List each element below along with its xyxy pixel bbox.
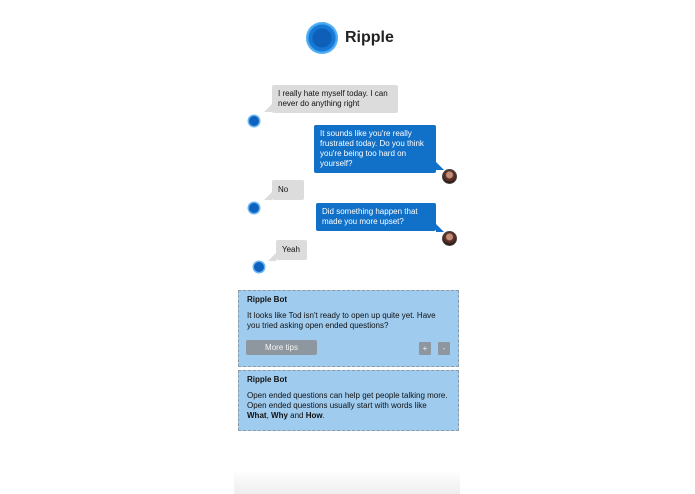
period: .: [322, 411, 325, 420]
user-dot-icon: [249, 203, 259, 213]
bubble-tail: [264, 192, 272, 200]
message-user-2: No: [272, 180, 304, 200]
separator: and: [287, 411, 306, 420]
separator: ,: [266, 411, 272, 420]
message-user-1: I really hate myself today. I can never do anything right: [272, 85, 398, 113]
minus-button[interactable]: -: [438, 342, 450, 355]
tip-card-2: [238, 370, 459, 431]
more-tips-button[interactable]: More tips: [246, 340, 317, 355]
app-title: Ripple: [345, 29, 394, 46]
tip-card-1: [238, 290, 459, 367]
ripple-logo-icon: [306, 22, 338, 54]
bottom-fade: [234, 470, 460, 494]
keyword-what: What: [247, 411, 267, 420]
tip-body: It looks like Tod isn't ready to open up quite yet. Have you tried asking open ended questions?: [247, 311, 436, 330]
bubble-tail: [436, 162, 444, 170]
user-dot-icon: [249, 116, 259, 126]
tip-body: [247, 391, 450, 421]
plus-button[interactable]: +: [419, 342, 431, 355]
avatar: [442, 231, 457, 246]
message-bot-1: It sounds like you're really frustrated today. Do you think you're being too hard on yourself?: [314, 125, 436, 173]
bubble-tail: [436, 224, 444, 232]
keyword-why: Why: [271, 411, 288, 420]
message-bot-2: Did something happen that made you more upset?: [316, 203, 436, 231]
app-header: [306, 22, 394, 54]
keyword-how: How: [305, 411, 323, 420]
tip-body-text: Open ended questions can help get people talking more. Open ended questions usually start with words like: [247, 391, 448, 410]
tip-title: Ripple Bot: [247, 375, 287, 384]
message-user-3: Yeah: [276, 240, 307, 260]
bubble-tail: [264, 104, 272, 112]
user-dot-icon: [254, 262, 264, 272]
tip-title: Ripple Bot: [247, 295, 287, 304]
avatar: [442, 169, 457, 184]
bubble-tail: [268, 253, 276, 261]
